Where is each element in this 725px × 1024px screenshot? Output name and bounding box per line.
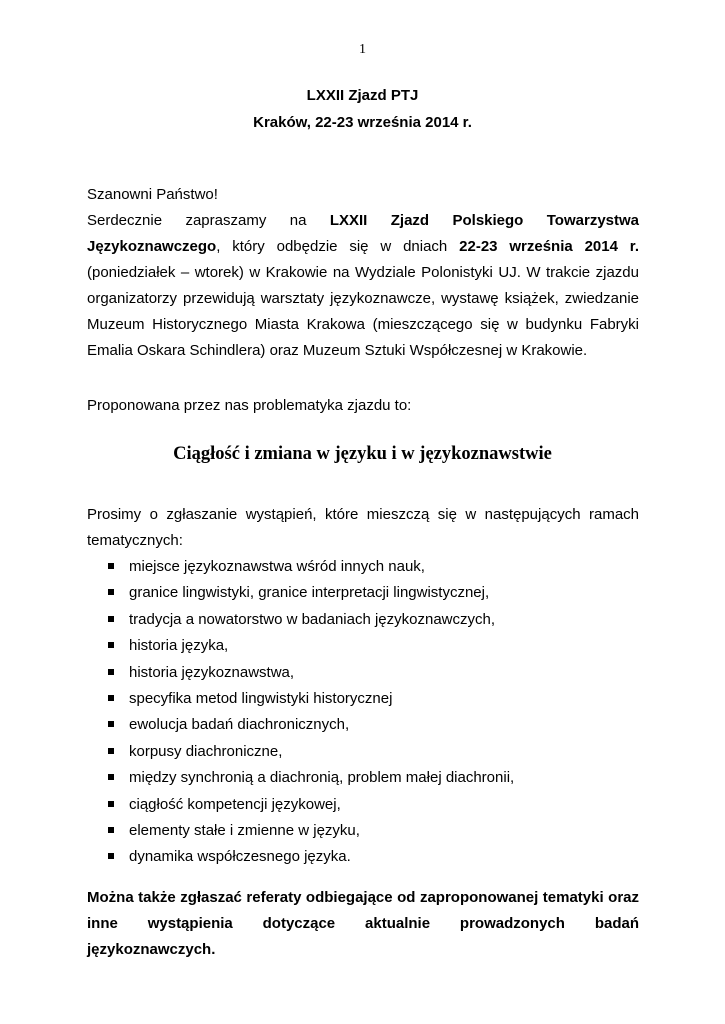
list-item — [87, 660, 639, 686]
list-item — [87, 818, 639, 844]
list-item — [87, 686, 639, 712]
list-item — [87, 844, 639, 870]
list-item — [87, 765, 639, 791]
call-for-papers — [87, 502, 639, 871]
document-header — [0, 82, 725, 136]
square-bullet-icon — [108, 774, 114, 780]
list-item-text: elementy stałe i zmienne w języku, — [129, 821, 360, 839]
square-bullet-icon — [108, 589, 114, 595]
invitation-text-3: (poniedziałek – wtorek) w Krakowie na Wydziale Polonistyki UJ. W trakcie zjazdu organizatorzy przewidują warsztaty językoznawcze, wystawę książek, zwiedzanie Muzeum Historycznego Miasta Krakowa (mieszczącego się w budynku Fabryki Emalia Oskara Schindlera) oraz Muzeum Sztuki Współczesnej w Krakowie. — [87, 264, 639, 359]
organization-name: LXXII Zjazd Polskiego Towarzystwa Językoznawczego — [87, 212, 640, 255]
topic-intro: Proponowana przez nas problematyka zjazdu to: — [87, 397, 412, 414]
list-item-text: ewolucja badań diachronicznych, — [129, 716, 350, 734]
invitation-section — [87, 182, 639, 364]
square-bullet-icon — [108, 695, 114, 701]
list-item-text: historia języka, — [129, 637, 229, 655]
square-bullet-icon — [108, 563, 114, 569]
list-item — [87, 607, 639, 633]
list-item-text: tradycja a nowatorstwo w badaniach językoznawczych, — [129, 610, 496, 628]
page-number: 1 — [359, 42, 366, 57]
list-item-text: między synchronią a diachronią, problem małej diachronii, — [129, 769, 515, 787]
square-bullet-icon — [108, 642, 114, 648]
invitation-paragraph — [87, 208, 639, 364]
square-bullet-icon — [108, 669, 114, 675]
conference-dates: 22-23 września 2014 r. — [459, 238, 639, 255]
list-item — [87, 633, 639, 659]
square-bullet-icon — [108, 827, 114, 833]
invitation-text-2: , który odbędzie się w dniach — [216, 238, 460, 255]
square-bullet-icon — [108, 616, 114, 622]
closing-note: Można także zgłaszać referaty odbiegające od zaproponowanej tematyki oraz inne wystąpienia dotyczące aktualnie prowadzonych badań językoznawczych. — [87, 889, 639, 958]
list-item-text: dynamika współczesnego języka. — [129, 848, 351, 866]
list-item-text: korpusy diachroniczne, — [129, 742, 283, 760]
square-bullet-icon — [108, 801, 114, 807]
list-item — [87, 712, 639, 738]
greeting: Szanowni Państwo! — [87, 186, 218, 203]
header-place-date: Kraków, 22-23 września 2014 r. — [253, 114, 472, 131]
square-bullet-icon — [108, 853, 114, 859]
list-item — [87, 554, 639, 580]
topic-list — [87, 554, 639, 871]
list-item-text: miejsce językoznawstwa wśród innych nauk, — [129, 558, 425, 575]
header-title: LXXII Zjazd PTJ — [306, 87, 419, 104]
list-item-text: specyfika metod lingwistyki historycznej — [129, 689, 393, 707]
conference-theme: Ciągłość i zmiana w języku i w językoznawstwie — [173, 444, 552, 464]
list-item — [87, 580, 639, 606]
list-item-text: ciągłość kompetencji językowej, — [129, 795, 341, 813]
list-item-text: historia językoznawstwa, — [129, 663, 295, 681]
list-item — [87, 792, 639, 818]
square-bullet-icon — [108, 721, 114, 727]
list-item — [87, 739, 639, 765]
square-bullet-icon — [108, 748, 114, 754]
call-text: Prosimy o zgłaszanie wystąpień, które mieszczą się w następujących ramach tematycznych: — [87, 506, 639, 549]
list-item-text: granice lingwistyki, granice interpretacji lingwistycznej, — [129, 584, 490, 602]
invitation-text-1: Serdecznie zapraszamy na — [87, 212, 330, 229]
